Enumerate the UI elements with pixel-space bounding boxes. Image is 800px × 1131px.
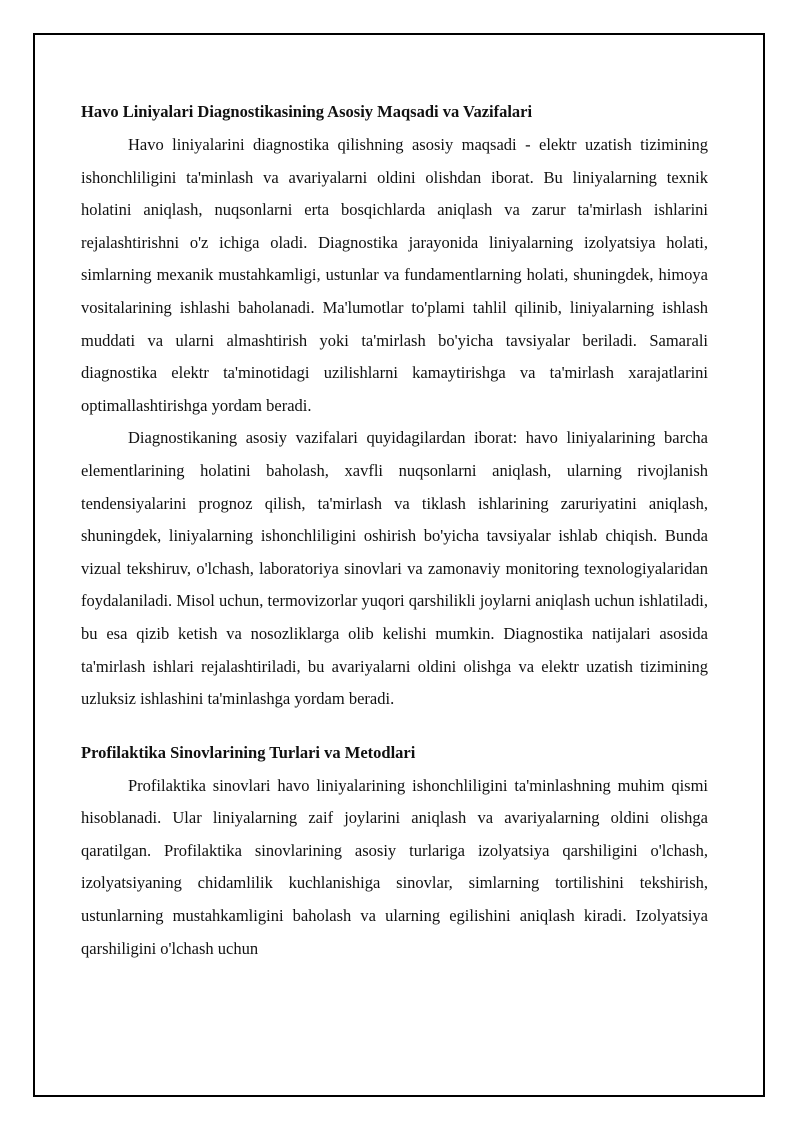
section-heading-prophylactic-tests: Profilaktika Sinovlarining Turlari va Metodlari <box>81 742 416 762</box>
paragraph-prophylactic-tests: Profilaktika sinovlari havo liniyalarining ishonchliligini ta'minlashning muhim qismi hisoblanadi. Ular liniyalarning zaif joylarini aniqlash va avariyalarning oldini olishga qaratilgan. Profilaktika sinovlarining asosiy turlariga izolyatsiya qarshiligini o'lchash, izolyatsiyaning chidamlilik kuchlanishiga sinovlar, simlarning tortilishini tekshirish, ustunlarning mustahkamligini baholash va ularning egilishini aniqlash kiradi. Izolyatsiya qarshiligini o'lchash uchun <box>81 775 708 958</box>
paragraph-diagnostics-purpose: Havo liniyalarini diagnostika qilishning asosiy maqsadi - elektr uzatish tizimining ishonchliligini ta'minlash va avariyalarni oldini olishdan iborat. Bu liniyalarning texnik holatini aniqlash, nuqsonlarni erta bosqichlarda aniqlash va zarur ta'mirlash ishlarini rejalashtirishni o'z ichiga oladi. Diagnostika jarayonida liniyalarning izolyatsiya holati, simlarning mexanik mustahkamligi, ustunlar va fundamentlarning holati, shuningdek, himoya vositalarining ishlashi baholanadi. Ma'lumotlar to'plami tahlil qilinib, liniyalarning ishlash muddati va ularni almashtirish yoki ta'mirlash bo'yicha tavsiyalar beriladi. Samarali diagnostika elektr ta'minotidagi uzilishlarni kamaytirishga va ta'mirlash xarajatlarini optimallashtirishga yordam beradi. <box>81 135 708 415</box>
document-body <box>81 96 708 965</box>
section-heading-diagnostics: Havo Liniyalari Diagnostikasining Asosiy Maqsadi va Vazifalari <box>81 102 533 121</box>
paragraph-diagnostics-tasks: Diagnostikaning asosiy vazifalari quyidagilardan iborat: havo liniyalarining barcha elementlarining holatini baholash, xavfli nuqsonlarni aniqlash, ularning rivojlanish tendensiyalarini prognoz qilish, ta'mirlash va tiklash ishlarining zaruriyatini aniqlash, shuningdek, liniyalarning ishonchliligini oshirish bo'yicha tavsiyalar ishlab chiqish. Bunda vizual tekshiruv, o'lchash, laboratoriya sinovlari va zamonaviy monitoring texnologiyalaridan foydalaniladi. Misol uchun, termovizorlar yuqori qarshilikli joylarni aniqlash uchun ishlatiladi, bu esa qizib ketish va nosozliklarga olib kelishi mumkin. Diagnostika natijalari asosida ta'mirlash ishlari rejalashtiriladi, bu avariyalarni oldini olishga va elektr uzatish tizimining uzluksiz ishlashini ta'minlashga yordam beradi. <box>81 428 708 709</box>
